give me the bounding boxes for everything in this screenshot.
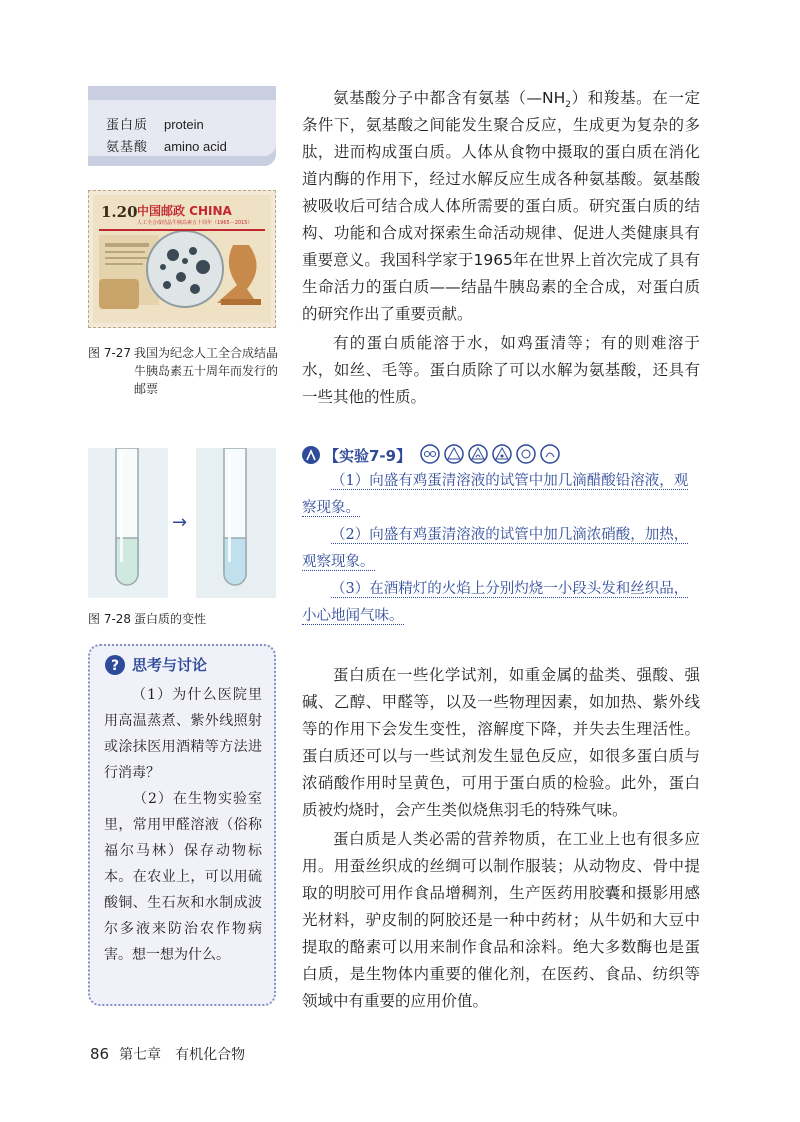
stamp-subtitle: 人工全合成结晶牛胰岛素五十周年（1965－2015） (137, 220, 253, 226)
figure-27-caption (88, 344, 288, 398)
glossary-row (106, 116, 204, 135)
chapter-title: 第七章 有机化合物 (119, 1047, 246, 1063)
discussion-title: 思考与讨论 (132, 656, 208, 674)
paragraph-applications: 蛋白质是人类必需的营养物质，在工业上也有很多应用。用蚕丝织成的丝绸可以制作服装；从动物皮、骨中提取的明胶可用作食品增稠剂，生产医药用胶囊和摄影用感光材料，驴皮制的阿胶还是一种中药材；从牛奶和大豆中提取的酪素可以用来制作食品和涂料。绝大多数酶也是蛋白质，是生物体内重要的催化剂，在医药、食品、纺织等领域中有重要的应用价值。 (302, 830, 700, 1010)
caption-line: 牛胰岛素五十周年而发行的 (134, 364, 279, 378)
figure-number: 图 7-28 (88, 612, 132, 626)
paragraph-denaturation: 蛋白质在一些化学试剂，如重金属的盐类、强酸、强碱、乙醇、甲醛等，以及一些物理因素，如加热、紫外线等的作用下会发生变性，溶解度下降，并失去生理活性。蛋白质还可以与一些试剂发生显色反应，如很多蛋白质与浓硝酸作用时呈黄色，可用于蛋白质的检验。此外，蛋白质被灼烧时，会产生类似烧焦羽毛的特殊气味。 (302, 666, 700, 819)
arrow-right-icon: → (172, 512, 188, 533)
goggles-icon (420, 444, 440, 464)
stamp-brand: 中国邮政 CHINA (137, 204, 232, 218)
glossary-box (88, 86, 276, 166)
wash-hands-icon (540, 444, 560, 464)
experiment-step-3 (302, 576, 700, 630)
experiment-step-2 (302, 522, 700, 576)
caption-line: 我国为纪念人工全合成结晶 (134, 346, 279, 360)
glossary-term-en: amino acid (164, 139, 227, 154)
glossary-term-zh: 氨基酸 (106, 140, 149, 155)
safety-icons (420, 444, 560, 464)
experiment-step-text: （3）在酒精灯的火焰上分别灼烧一小段头发和丝织品，小心地闻气味。 (302, 581, 689, 624)
paragraph-amino-acids (302, 85, 700, 328)
discussion-question-2: （2）在生物实验室里，常用甲醛溶液（俗称福尔马林）保存动物标本。在农业上，可以用硫酸铜、生石灰和水制成波尔多液来防治农作物病害。想一想为什么。 (104, 791, 262, 963)
page-footer (90, 1044, 245, 1064)
stamp-divider (99, 229, 265, 231)
glossary-row (106, 138, 227, 157)
experiment-step-text: （1）向盛有鸡蛋清溶液的试管中加几滴醋酸铅溶液，观察现象。 (302, 473, 689, 516)
flame-warning-icon (444, 444, 464, 464)
corrosive-warning-icon (492, 444, 512, 464)
experiment-step-1 (302, 468, 700, 522)
paragraph-solubility: 有的蛋白质能溶于水，如鸡蛋清等；有的则难溶于水，如丝、毛等。蛋白质除了可以水解为氨基酸，还具有一些其他的性质。 (302, 334, 700, 406)
test-tube-after (196, 448, 276, 598)
experiment-step-text: （2）向盛有鸡蛋清溶液的试管中加几滴浓硝酸，加热，观察现象。 (302, 527, 689, 570)
subscript: 2 (565, 100, 571, 111)
toxic-warning-icon (516, 444, 536, 464)
figure-number: 图 7-27 (88, 346, 132, 360)
test-tube-before (88, 448, 168, 598)
glossary-term-zh: 蛋白质 (106, 118, 149, 133)
caption-line: 邮票 (134, 382, 159, 396)
experiment-title: 【实验7-9】 (324, 447, 412, 465)
insulin-stamp-image (88, 190, 276, 328)
test-tube-before-drawing (88, 448, 168, 598)
caption-text: 蛋白质的变性 (134, 612, 207, 626)
glossary-header-bar (88, 86, 276, 100)
glossary-term-en: protein (164, 117, 204, 132)
discussion-box (88, 644, 276, 1006)
figure-28-caption (88, 610, 206, 628)
svg-text:?: ? (110, 658, 120, 674)
page-number: 86 (90, 1045, 110, 1063)
question-icon (104, 654, 126, 676)
experiment-icon (302, 446, 320, 464)
stamp-face (93, 195, 271, 323)
discussion-question-1: （1）为什么医院里用高温蒸煮、紫外线照射或涂抹医用酒精等方法进行消毒？ (104, 687, 262, 781)
stamp-price: 1.20 (101, 203, 138, 221)
text-run: 氨基酸分子中都含有氨基（—NH (333, 89, 566, 107)
test-tube-after-drawing (196, 448, 276, 598)
heating-warning-icon (468, 444, 488, 464)
text-run: ）和羧基。在一定条件下，氨基酸之间能发生聚合反应，生成更为复杂的多肽，进而构成蛋白质。人体从食物中摄取的蛋白质在消化道内酶的作用下，经过水解反应生成各种氨基酸。氨基酸被吸收后可结合成人体所需要的蛋白质。研究蛋白质的结构、功能和合成对探索生命活动规律、促进人类健康具有重要意义。我国科学家于1965年在世界上首次完成了具有生命活力的蛋白质——结晶牛胰岛素的全合成，对蛋白质的研究作出了重要贡献。 (302, 89, 700, 323)
discussion-questions (104, 682, 262, 968)
